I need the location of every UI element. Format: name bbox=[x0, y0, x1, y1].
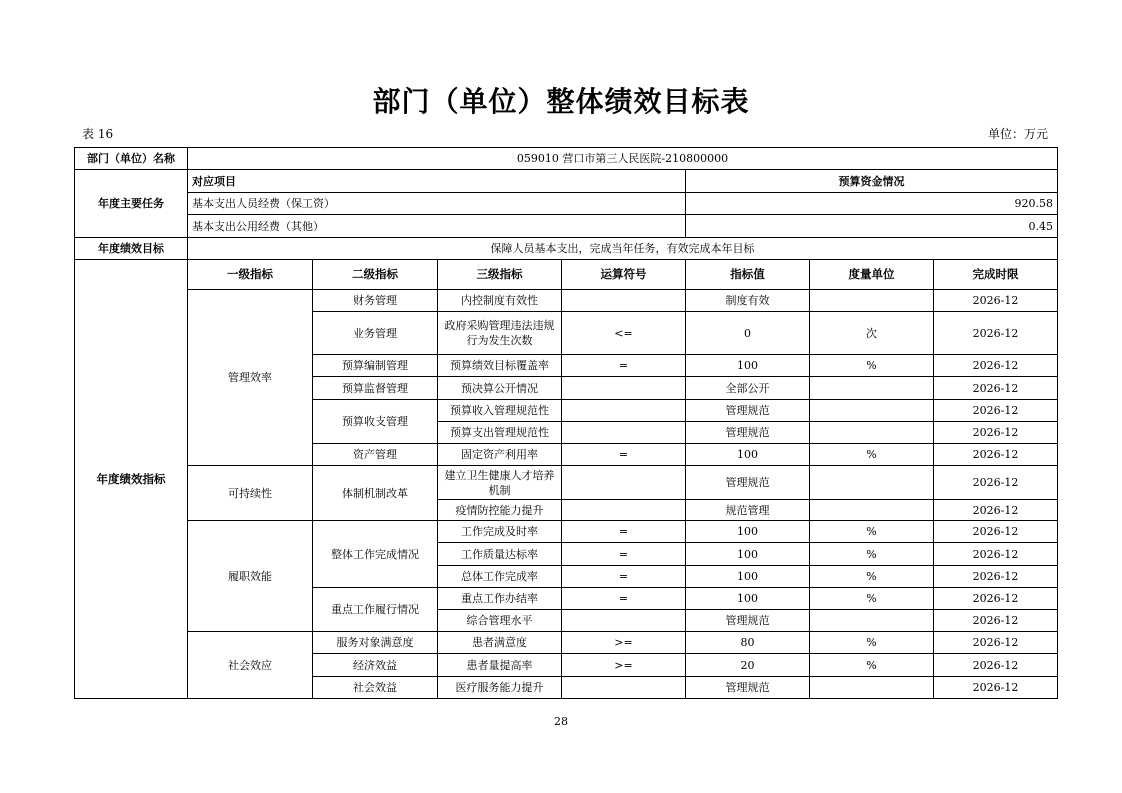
header-cell: 运算符号 bbox=[562, 260, 686, 290]
level1-indicator: 社会效应 bbox=[188, 632, 313, 699]
deadline-cell: 2026-12 bbox=[934, 355, 1058, 377]
operator-cell: = bbox=[562, 543, 686, 566]
level3-indicator: 患者满意度 bbox=[438, 632, 562, 654]
deadline-cell: 2026-12 bbox=[934, 290, 1058, 312]
tasks-label: 年度主要任务 bbox=[75, 170, 188, 238]
deadline-cell: 2026-12 bbox=[934, 632, 1058, 654]
operator-cell bbox=[562, 500, 686, 521]
target-value-cell: 80 bbox=[686, 632, 810, 654]
deadline-cell: 2026-12 bbox=[934, 312, 1058, 355]
measure-unit-cell: % bbox=[810, 543, 934, 566]
page-title: 部门（单位）整体绩效目标表 bbox=[372, 85, 750, 118]
deadline-cell: 2026-12 bbox=[934, 677, 1058, 699]
deadline-cell: 2026-12 bbox=[934, 566, 1058, 588]
measure-unit-cell: % bbox=[810, 654, 934, 677]
target-value-cell: 100 bbox=[686, 355, 810, 377]
task-item-amount: 0.45 bbox=[686, 215, 1058, 238]
measure-unit-cell: % bbox=[810, 588, 934, 610]
level3-indicator: 重点工作办结率 bbox=[438, 588, 562, 610]
target-value-cell: 规范管理 bbox=[686, 500, 810, 521]
page-number: 28 bbox=[554, 715, 568, 728]
operator-cell bbox=[562, 610, 686, 632]
target-value-cell: 管理规范 bbox=[686, 400, 810, 422]
task-item-name: 基本支出人员经费（保工资） bbox=[188, 193, 686, 215]
operator-cell: >= bbox=[562, 654, 686, 677]
goal-label: 年度绩效目标 bbox=[75, 238, 188, 260]
table-number: 表 16 bbox=[82, 127, 114, 141]
level2-indicator: 体制机制改革 bbox=[313, 466, 438, 521]
operator-cell bbox=[562, 400, 686, 422]
level3-indicator: 疫情防控能力提升 bbox=[438, 500, 562, 521]
level3-indicator: 建立卫生健康人才培养机制 bbox=[438, 466, 562, 500]
level2-indicator: 社会效益 bbox=[313, 677, 438, 699]
target-value-cell: 100 bbox=[686, 543, 810, 566]
operator-cell bbox=[562, 290, 686, 312]
target-value-cell: 管理规范 bbox=[686, 677, 810, 699]
table-row bbox=[75, 521, 1058, 543]
level3-indicator: 预决算公开情况 bbox=[438, 377, 562, 400]
task-item-amount: 920.58 bbox=[686, 193, 1058, 215]
deadline-cell: 2026-12 bbox=[934, 400, 1058, 422]
level2-indicator: 财务管理 bbox=[313, 290, 438, 312]
dept-label: 部门（单位）名称 bbox=[75, 148, 188, 170]
col-budget-header: 预算资金情况 bbox=[686, 170, 1058, 193]
level3-indicator: 总体工作完成率 bbox=[438, 566, 562, 588]
level3-indicator: 预算绩效目标覆盖率 bbox=[438, 355, 562, 377]
target-value-cell: 管理规范 bbox=[686, 466, 810, 500]
target-value-cell: 管理规范 bbox=[686, 422, 810, 444]
deadline-cell: 2026-12 bbox=[934, 610, 1058, 632]
header-cell: 度量单位 bbox=[810, 260, 934, 290]
header-cell: 三级指标 bbox=[438, 260, 562, 290]
target-value-cell: 制度有效 bbox=[686, 290, 810, 312]
deadline-cell: 2026-12 bbox=[934, 377, 1058, 400]
header-cell: 二级指标 bbox=[313, 260, 438, 290]
measure-unit-cell bbox=[810, 377, 934, 400]
measure-unit-cell bbox=[810, 610, 934, 632]
level2-indicator: 业务管理 bbox=[313, 312, 438, 355]
goal-value: 保障人员基本支出，完成当年任务，有效完成本年目标 bbox=[188, 238, 1058, 260]
measure-unit-cell bbox=[810, 400, 934, 422]
level1-indicator: 履职效能 bbox=[188, 521, 313, 632]
level2-indicator: 经济效益 bbox=[313, 654, 438, 677]
table-row bbox=[75, 466, 1058, 500]
target-value-cell: 100 bbox=[686, 521, 810, 543]
level3-indicator: 内控制度有效性 bbox=[438, 290, 562, 312]
measure-unit-cell: % bbox=[810, 566, 934, 588]
indicators-label: 年度绩效指标 bbox=[75, 260, 188, 699]
operator-cell bbox=[562, 377, 686, 400]
level1-indicator: 可持续性 bbox=[188, 466, 313, 521]
measure-unit-cell bbox=[810, 677, 934, 699]
level3-indicator: 预算收入管理规范性 bbox=[438, 400, 562, 422]
level2-indicator: 预算编制管理 bbox=[313, 355, 438, 377]
measure-unit-cell bbox=[810, 500, 934, 521]
deadline-cell: 2026-12 bbox=[934, 500, 1058, 521]
task-item-name: 基本支出公用经费（其他） bbox=[188, 215, 686, 238]
operator-cell bbox=[562, 466, 686, 500]
target-value-cell: 100 bbox=[686, 444, 810, 466]
unit-label: 单位：万元 bbox=[987, 127, 1048, 141]
target-value-cell: 管理规范 bbox=[686, 610, 810, 632]
operator-cell: = bbox=[562, 355, 686, 377]
level2-indicator: 预算监督管理 bbox=[313, 377, 438, 400]
level3-indicator: 综合管理水平 bbox=[438, 610, 562, 632]
target-value-cell: 100 bbox=[686, 566, 810, 588]
deadline-cell: 2026-12 bbox=[934, 521, 1058, 543]
deadline-cell: 2026-12 bbox=[934, 654, 1058, 677]
operator-cell bbox=[562, 677, 686, 699]
measure-unit-cell bbox=[810, 422, 934, 444]
level2-indicator: 整体工作完成情况 bbox=[313, 521, 438, 588]
level3-indicator: 工作质量达标率 bbox=[438, 543, 562, 566]
performance-table bbox=[74, 147, 1058, 699]
level3-indicator: 固定资产利用率 bbox=[438, 444, 562, 466]
target-value-cell: 全部公开 bbox=[686, 377, 810, 400]
operator-cell: <= bbox=[562, 312, 686, 355]
col-item-header: 对应项目 bbox=[188, 170, 686, 193]
target-value-cell: 20 bbox=[686, 654, 810, 677]
table-row bbox=[75, 290, 1058, 312]
operator-cell: >= bbox=[562, 632, 686, 654]
measure-unit-cell: % bbox=[810, 632, 934, 654]
measure-unit-cell bbox=[810, 466, 934, 500]
level1-indicator: 管理效率 bbox=[188, 290, 313, 466]
measure-unit-cell: % bbox=[810, 444, 934, 466]
operator-cell: = bbox=[562, 521, 686, 543]
header-cell: 一级指标 bbox=[188, 260, 313, 290]
dept-value: 059010 营口市第三人民医院-210800000 bbox=[188, 148, 1058, 170]
deadline-cell: 2026-12 bbox=[934, 543, 1058, 566]
level2-indicator: 预算收支管理 bbox=[313, 400, 438, 444]
operator-cell: = bbox=[562, 588, 686, 610]
level3-indicator: 预算支出管理规范性 bbox=[438, 422, 562, 444]
measure-unit-cell: % bbox=[810, 521, 934, 543]
level3-indicator: 工作完成及时率 bbox=[438, 521, 562, 543]
deadline-cell: 2026-12 bbox=[934, 466, 1058, 500]
target-value-cell: 100 bbox=[686, 588, 810, 610]
operator-cell bbox=[562, 422, 686, 444]
measure-unit-cell: % bbox=[810, 355, 934, 377]
header-cell: 指标值 bbox=[686, 260, 810, 290]
level2-indicator: 重点工作履行情况 bbox=[313, 588, 438, 632]
level3-indicator: 患者量提高率 bbox=[438, 654, 562, 677]
operator-cell: = bbox=[562, 566, 686, 588]
header-cell: 完成时限 bbox=[934, 260, 1058, 290]
deadline-cell: 2026-12 bbox=[934, 588, 1058, 610]
deadline-cell: 2026-12 bbox=[934, 444, 1058, 466]
level3-indicator: 医疗服务能力提升 bbox=[438, 677, 562, 699]
target-value-cell: 0 bbox=[686, 312, 810, 355]
level2-indicator: 资产管理 bbox=[313, 444, 438, 466]
deadline-cell: 2026-12 bbox=[934, 422, 1058, 444]
operator-cell: = bbox=[562, 444, 686, 466]
level3-indicator: 政府采购管理违法违规行为发生次数 bbox=[438, 312, 562, 355]
level2-indicator: 服务对象满意度 bbox=[313, 632, 438, 654]
measure-unit-cell: 次 bbox=[810, 312, 934, 355]
table-row bbox=[75, 632, 1058, 654]
measure-unit-cell bbox=[810, 290, 934, 312]
